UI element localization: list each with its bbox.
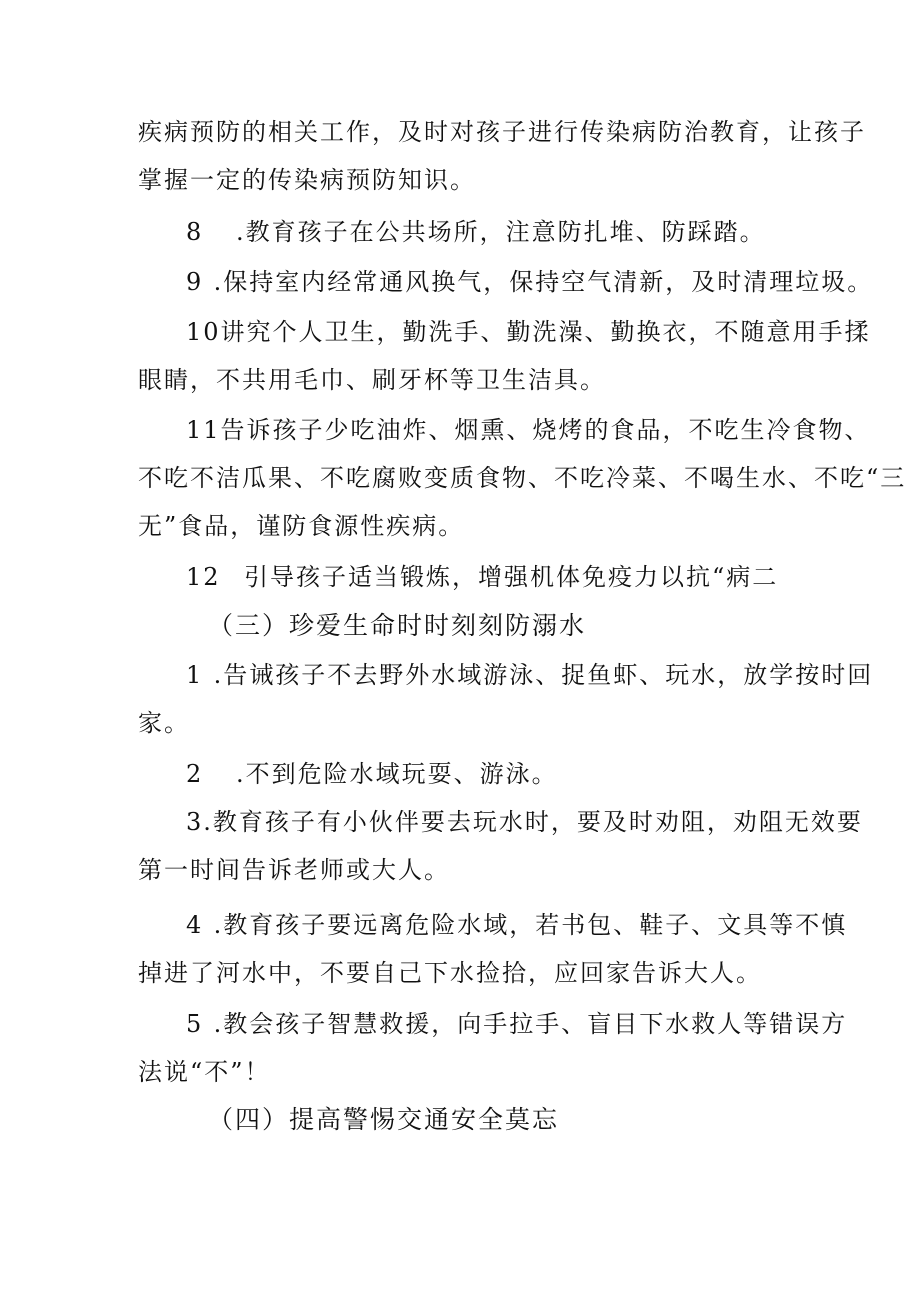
list-item-8 xyxy=(186,218,766,246)
text-line: 无”食品，谨防食源性疾病。 xyxy=(138,512,465,540)
text-line: 法说“不”！ xyxy=(138,1058,271,1086)
item-number: 3 xyxy=(186,808,204,836)
text-line: 掌握一定的传染病预防知识。 xyxy=(138,166,476,194)
list-item-1 xyxy=(186,661,873,689)
item-text: .保持室内经常通风换气，保持空气清新，及时清理垃圾。 xyxy=(213,268,874,296)
list-item-12 xyxy=(186,563,778,591)
text-line: 不吃不洁瓜果、不吃腐败变质食物、不吃冷菜、不喝生水、不吃“三 xyxy=(138,464,907,492)
item-text: .教会孩子智慧救援，向手拉手、盲目下水救人等错误方 xyxy=(213,1010,848,1038)
list-item-3 xyxy=(186,808,863,836)
item-number: 5 xyxy=(186,1010,204,1038)
section-heading-4: （四）提高警惕交通安全莫忘 xyxy=(208,1105,560,1134)
item-number: 9 xyxy=(186,268,204,296)
list-item-9 xyxy=(186,268,873,296)
list-item-10 xyxy=(186,318,871,346)
item-number: 8 xyxy=(186,218,204,246)
item-number: 1 xyxy=(186,661,204,689)
item-text: .不到危险水域玩耍、游泳。 xyxy=(236,760,558,788)
item-number: 10 xyxy=(186,318,221,346)
text-line: 第一时间告诉老师或大人。 xyxy=(138,856,450,884)
item-number: 11 xyxy=(186,416,221,444)
list-item-4 xyxy=(186,911,847,939)
item-text: 告诉孩子少吃油炸、烟熏、烧烤的食品，不吃生冷食物、 xyxy=(220,416,871,444)
item-text: .告诫孩子不去野外水域游泳、捉鱼虾、玩水，放学按时回 xyxy=(213,661,874,689)
list-item-11 xyxy=(186,416,871,444)
text-line: 掉进了河水中，不要自己下水捡拾，应回家告诉大人。 xyxy=(138,959,762,987)
item-number: 2 xyxy=(186,760,204,788)
item-text: .教育孩子要远离危险水域，若书包、鞋子、文具等不慎 xyxy=(213,911,848,939)
item-text: .教育孩子有小伙伴要去玩水时，要及时劝阻，劝阻无效要 xyxy=(203,808,863,836)
text-line: 疾病预防的相关工作，及时对孩子进行传染病防治教育，让孩子 xyxy=(138,118,866,146)
text-line: 眼睛，不共用毛巾、刷牙杯等卫生洁具。 xyxy=(138,366,606,394)
item-text: 讲究个人卫生，勤洗手、勤洗澡、勤换衣，不随意用手揉 xyxy=(220,318,871,346)
list-item-5 xyxy=(186,1010,847,1038)
item-number: 12 xyxy=(186,563,221,591)
section-heading-3: （三）珍爱生命时时刻刻防溺水 xyxy=(208,611,587,640)
item-text: .教育孩子在公共场所，注意防扎堆、防踩踏。 xyxy=(236,218,766,246)
item-text: 引导孩子适当锻炼，增强机体免疫力以抗“病二 xyxy=(244,563,779,591)
item-number: 4 xyxy=(186,911,204,939)
text-line: 家。 xyxy=(138,709,190,737)
list-item-2 xyxy=(186,760,558,788)
